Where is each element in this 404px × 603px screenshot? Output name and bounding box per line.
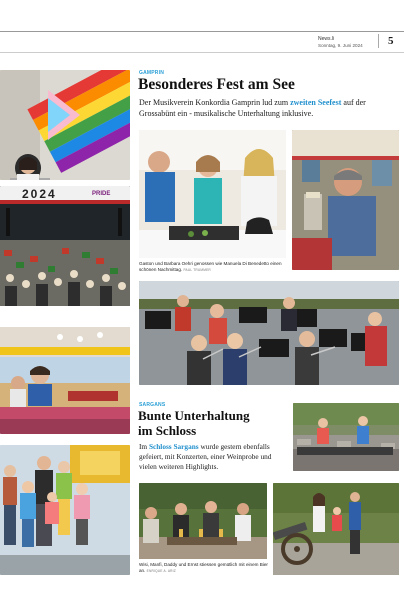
gamprin-caption-text: Gaston und Barbara Oehri genossen wie Manuela Di Benedetto einen schönen Nachmittag. [139,261,282,272]
photo-band-art [139,281,399,385]
header-divider [378,34,379,48]
gamprin-kicker: GAMPRIN [139,70,165,76]
photo-pride-flag-art [0,70,130,180]
photo-children-group [0,445,130,575]
gamprin-caption-credit: PAUL TRUMMER [183,268,211,272]
photo-carousel-boy [0,327,130,434]
sargans-headline [138,408,288,438]
banner-year: 2024 [22,187,57,201]
sargans-lead-text-2: wurde gestern ebenfalls gefeiert, mit Konzerten, einer Weinprobe und vielen weiteren Highlights. [139,442,272,471]
photo-pride-flag-woman [0,70,130,180]
photo-cannon-art [273,483,399,575]
sargans-caption [139,562,269,574]
photo-toast-art [292,130,399,270]
gamprin-lead-text-1: Der Musikverein Konkordia Gamprin lud zum [139,98,291,107]
photo-beer-art [139,483,267,559]
photo-carousel-art [0,327,130,434]
photo-men-with-beer [139,483,267,559]
header-date: Sonntag, 9. Juni 2024 [318,43,363,48]
header-top-rule [0,31,404,32]
gamprin-lead-text-2: auf der Grossabünt ein - musikalische Unterhaltung inklusive. [139,98,366,118]
sargans-lead-highlight: Schloss Sargans [148,442,199,451]
banner-pride: PRIDE [92,191,111,197]
sargans-lead [139,442,287,472]
photo-children-on-wall [293,403,399,471]
photo-pride-stage-crowd [0,186,130,306]
sargans-headline-line1: Bunte Unterhaltung [138,408,250,423]
photo-family-cannon [273,483,399,575]
header-edition: News.li [318,36,335,42]
gamprin-lead-highlight: zweiten Seefest [290,98,342,107]
header-bottom-rule [0,52,404,53]
gamprin-lead [139,97,389,119]
photo-wall-art [293,403,399,471]
sargans-lead-text-1: Im [139,442,149,451]
gamprin-caption [139,261,286,273]
photo-wind-band [139,281,399,385]
photo-three-guests-table [139,130,286,258]
sargans-kicker: SARGANS [139,402,166,408]
photo-stage-art [0,186,130,306]
photo-guests-art [139,130,286,258]
page-number: 5 [388,35,394,47]
sargans-caption-text: Wisi, Manfi, Daddy und Ernst stiessen gemütlich mit einem Bier an. [139,562,268,573]
gamprin-headline: Besonderes Fest am See [138,76,295,93]
photo-children-art [0,445,130,575]
photo-man-toasting [292,130,399,270]
sargans-caption-credit: ENRIQUE A. ARIZ [146,569,176,573]
sargans-headline-line2: im Schloss [138,423,197,438]
